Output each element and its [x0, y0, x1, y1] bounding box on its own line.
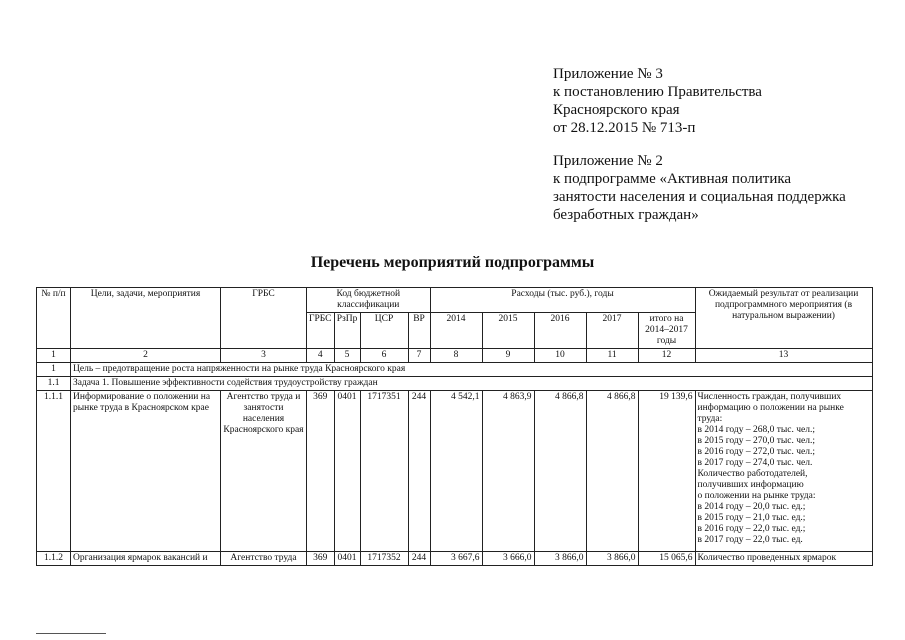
table-header-row	[37, 288, 873, 313]
task-row	[37, 377, 873, 391]
column-number: 3	[221, 349, 307, 363]
document-title: Перечень мероприятий подпрограммы	[310, 254, 595, 271]
row-code-grbs: 369	[307, 552, 335, 566]
column-number: 12	[638, 349, 695, 363]
result-line: в 2016 году – 22,0 тыс. ед.;	[697, 524, 806, 534]
header-total: итого на 2014–2017 годы	[638, 313, 695, 349]
row-grbs: Агентство труда	[221, 552, 307, 566]
goal-text: Цель – предотвращение роста напряженности на рынке труда Красноярского края	[71, 363, 873, 377]
header-2014: 2014	[430, 313, 482, 349]
appendix-line: Приложение № 2	[553, 153, 663, 169]
result-line: в 2014 году – 268,0 тыс. чел.;	[697, 425, 815, 435]
row-code-grbs: 369	[307, 391, 335, 552]
row-total: 15 065,6	[638, 552, 695, 566]
result-line: в 2017 году – 274,0 тыс. чел.	[697, 458, 813, 468]
header-sub-rzpr: РзПр	[334, 313, 360, 349]
result-line: в 2015 году – 270,0 тыс. чел.;	[697, 436, 815, 446]
row-rzpr: 0401	[334, 391, 360, 552]
row-result: Количество проведенных ярмарок	[695, 552, 872, 566]
row-2016: 4 866,8	[534, 391, 586, 552]
header-sub-csr: ЦСР	[360, 313, 408, 349]
appendix-2-header	[553, 152, 883, 224]
task-number: 1.1	[37, 377, 71, 391]
measures-table	[36, 287, 873, 566]
footer-rule	[36, 633, 106, 634]
result-line: в 2014 году – 20,0 тыс. ед.;	[697, 502, 806, 512]
column-number: 4	[307, 349, 335, 363]
row-result	[695, 391, 872, 552]
header-num: № п/п	[37, 288, 71, 349]
header-sub-vr: ВР	[408, 313, 430, 349]
column-number: 7	[408, 349, 430, 363]
column-number: 11	[586, 349, 638, 363]
appendix-line: Приложение № 3	[553, 66, 663, 82]
result-line: Количество работодателей,	[697, 469, 808, 479]
column-number: 13	[695, 349, 872, 363]
column-number: 10	[534, 349, 586, 363]
table-row	[37, 552, 873, 566]
row-2014: 3 667,6	[430, 552, 482, 566]
row-vr: 244	[408, 552, 430, 566]
result-line: в 2016 году – 272,0 тыс. чел.;	[697, 447, 815, 457]
column-number-row	[37, 349, 873, 363]
appendix-line: безработных граждан»	[553, 207, 699, 223]
column-number: 2	[71, 349, 221, 363]
result-line: труда:	[697, 414, 723, 424]
row-grbs: Агентство труда и занятости населения Красноярского края	[221, 391, 307, 552]
row-2016: 3 866,0	[534, 552, 586, 566]
task-text: Задача 1. Повышение эффективности содействия трудоустройству граждан	[71, 377, 873, 391]
appendix-line: занятости населения и социальная поддержка	[553, 189, 846, 205]
header-2016: 2016	[534, 313, 586, 349]
appendix-3-header	[553, 65, 883, 137]
row-number: 1.1.1	[37, 391, 71, 552]
column-number: 8	[430, 349, 482, 363]
column-number: 5	[334, 349, 360, 363]
column-number: 9	[482, 349, 534, 363]
appendix-line: от 28.12.2015 № 713-п	[553, 120, 696, 136]
row-csr: 1717351	[360, 391, 408, 552]
column-number: 6	[360, 349, 408, 363]
result-line: в 2015 году – 21,0 тыс. ед.;	[697, 513, 806, 523]
table-row	[37, 391, 873, 552]
header-result: Ожидаемый результат от реализации подпрограммного мероприятия (в натуральном выражении)	[695, 288, 872, 349]
row-name: Организация ярмарок вакансий и	[71, 552, 221, 566]
row-2015: 3 666,0	[482, 552, 534, 566]
header-2017: 2017	[586, 313, 638, 349]
row-2015: 4 863,9	[482, 391, 534, 552]
appendix-line: к подпрограмме «Активная политика	[553, 171, 792, 187]
header-budget-code: Код бюджетной классификации	[307, 288, 431, 313]
header-sub-grbs: ГРБС	[307, 313, 335, 349]
result-line: информацию о положении на рынке	[697, 403, 844, 413]
goal-number: 1	[37, 363, 71, 377]
result-line: Численность граждан, получивших	[697, 392, 842, 402]
header-goals: Цели, задачи, мероприятия	[71, 288, 221, 349]
row-2014: 4 542,1	[430, 391, 482, 552]
row-vr: 244	[408, 391, 430, 552]
row-rzpr: 0401	[334, 552, 360, 566]
goal-row	[37, 363, 873, 377]
header-expenses: Расходы (тыс. руб.), годы	[430, 288, 695, 313]
row-total: 19 139,6	[638, 391, 695, 552]
row-name: Информирование о положении на рынке труда в Красноярском крае	[71, 391, 221, 552]
result-line: получивших информацию	[697, 480, 804, 490]
result-line: в 2017 году – 22,0 тыс. ед.	[697, 535, 803, 545]
header-2015: 2015	[482, 313, 534, 349]
row-number: 1.1.2	[37, 552, 71, 566]
header-grbs: ГРБС	[221, 288, 307, 349]
result-line: о положении на рынке труда:	[697, 491, 816, 501]
appendix-line: Красноярского края	[553, 102, 680, 118]
row-csr: 1717352	[360, 552, 408, 566]
appendix-line: к постановлению Правительства	[553, 84, 762, 100]
column-number: 1	[37, 349, 71, 363]
row-2017: 4 866,8	[586, 391, 638, 552]
row-2017: 3 866,0	[586, 552, 638, 566]
